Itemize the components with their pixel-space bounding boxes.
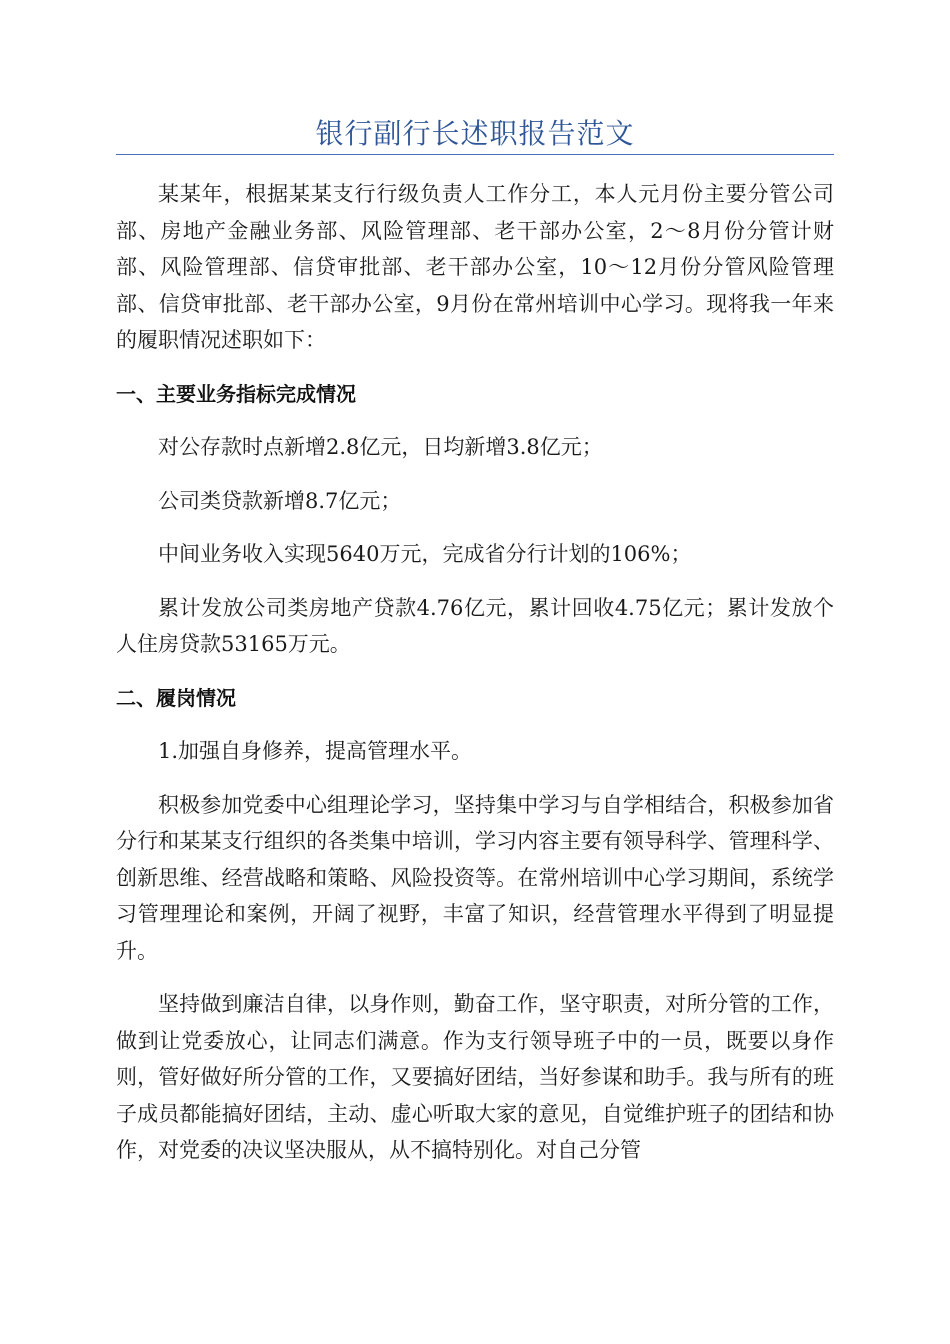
body-paragraph: 坚持做到廉洁自律，以身作则，勤奋工作，坚守职责，对所分管的工作，做到让党委放心，让同志们满意。作为支行领导班子中的一员，既要以身作则，管好做好所分管的工作，又要搞好团结，当好参谋和助手。我与所有的班子成员都能搞好团结，主动、虚心听取大家的意见，自觉维护班子的团结和协作，对党委的决议坚决服从，从不搞特别化。对自己分管	[116, 992, 834, 1162]
document-body	[116, 176, 834, 1186]
indicator-item: 公司类贷款新增8.7亿元；	[158, 488, 402, 513]
document-title: 银行副行长述职报告范文	[315, 117, 635, 150]
title-underline	[116, 154, 834, 155]
section-heading-2: 二、履岗情况	[116, 685, 236, 710]
section-heading-1: 一、主要业务指标完成情况	[116, 381, 356, 406]
indicator-item: 中间业务收入实现5640万元，完成省分行计划的106%；	[158, 542, 692, 566]
indicator-item: 对公存款时点新增2.8亿元，日均新增3.8亿元；	[158, 435, 603, 459]
body-paragraph: 积极参加党委中心组理论学习，坚持集中学习与自学相结合，积极参加省分行和某某支行组织的各类集中培训，学习内容主要有领导科学、管理科学、创新思维、经营战略和策略、风险投资等。在常州培训中心学习期间，系统学习管理理论和案例，开阔了视野，丰富了知识，经营管理水平得到了明显提升。	[116, 792, 834, 963]
intro-paragraph: 某某年，根据某某支行行级负责人工作分工，本人元月份主要分管公司部、房地产金融业务部、风险管理部、老干部办公室，2～8月份分管计财部、风险管理部、信贷审批部、老干部办公室，10～12月份分管风险管理部、信贷审批部、老干部办公室，9月份在常州培训中心学习。现将我一年来的履职情况述职如下：	[116, 182, 834, 352]
indicator-item: 累计发放公司类房地产贷款4.76亿元，累计回收4.75亿元；累计发放个人住房贷款53165万元。	[116, 595, 834, 656]
subsection-heading: 1.加强自身修养，提高管理水平。	[158, 739, 473, 763]
